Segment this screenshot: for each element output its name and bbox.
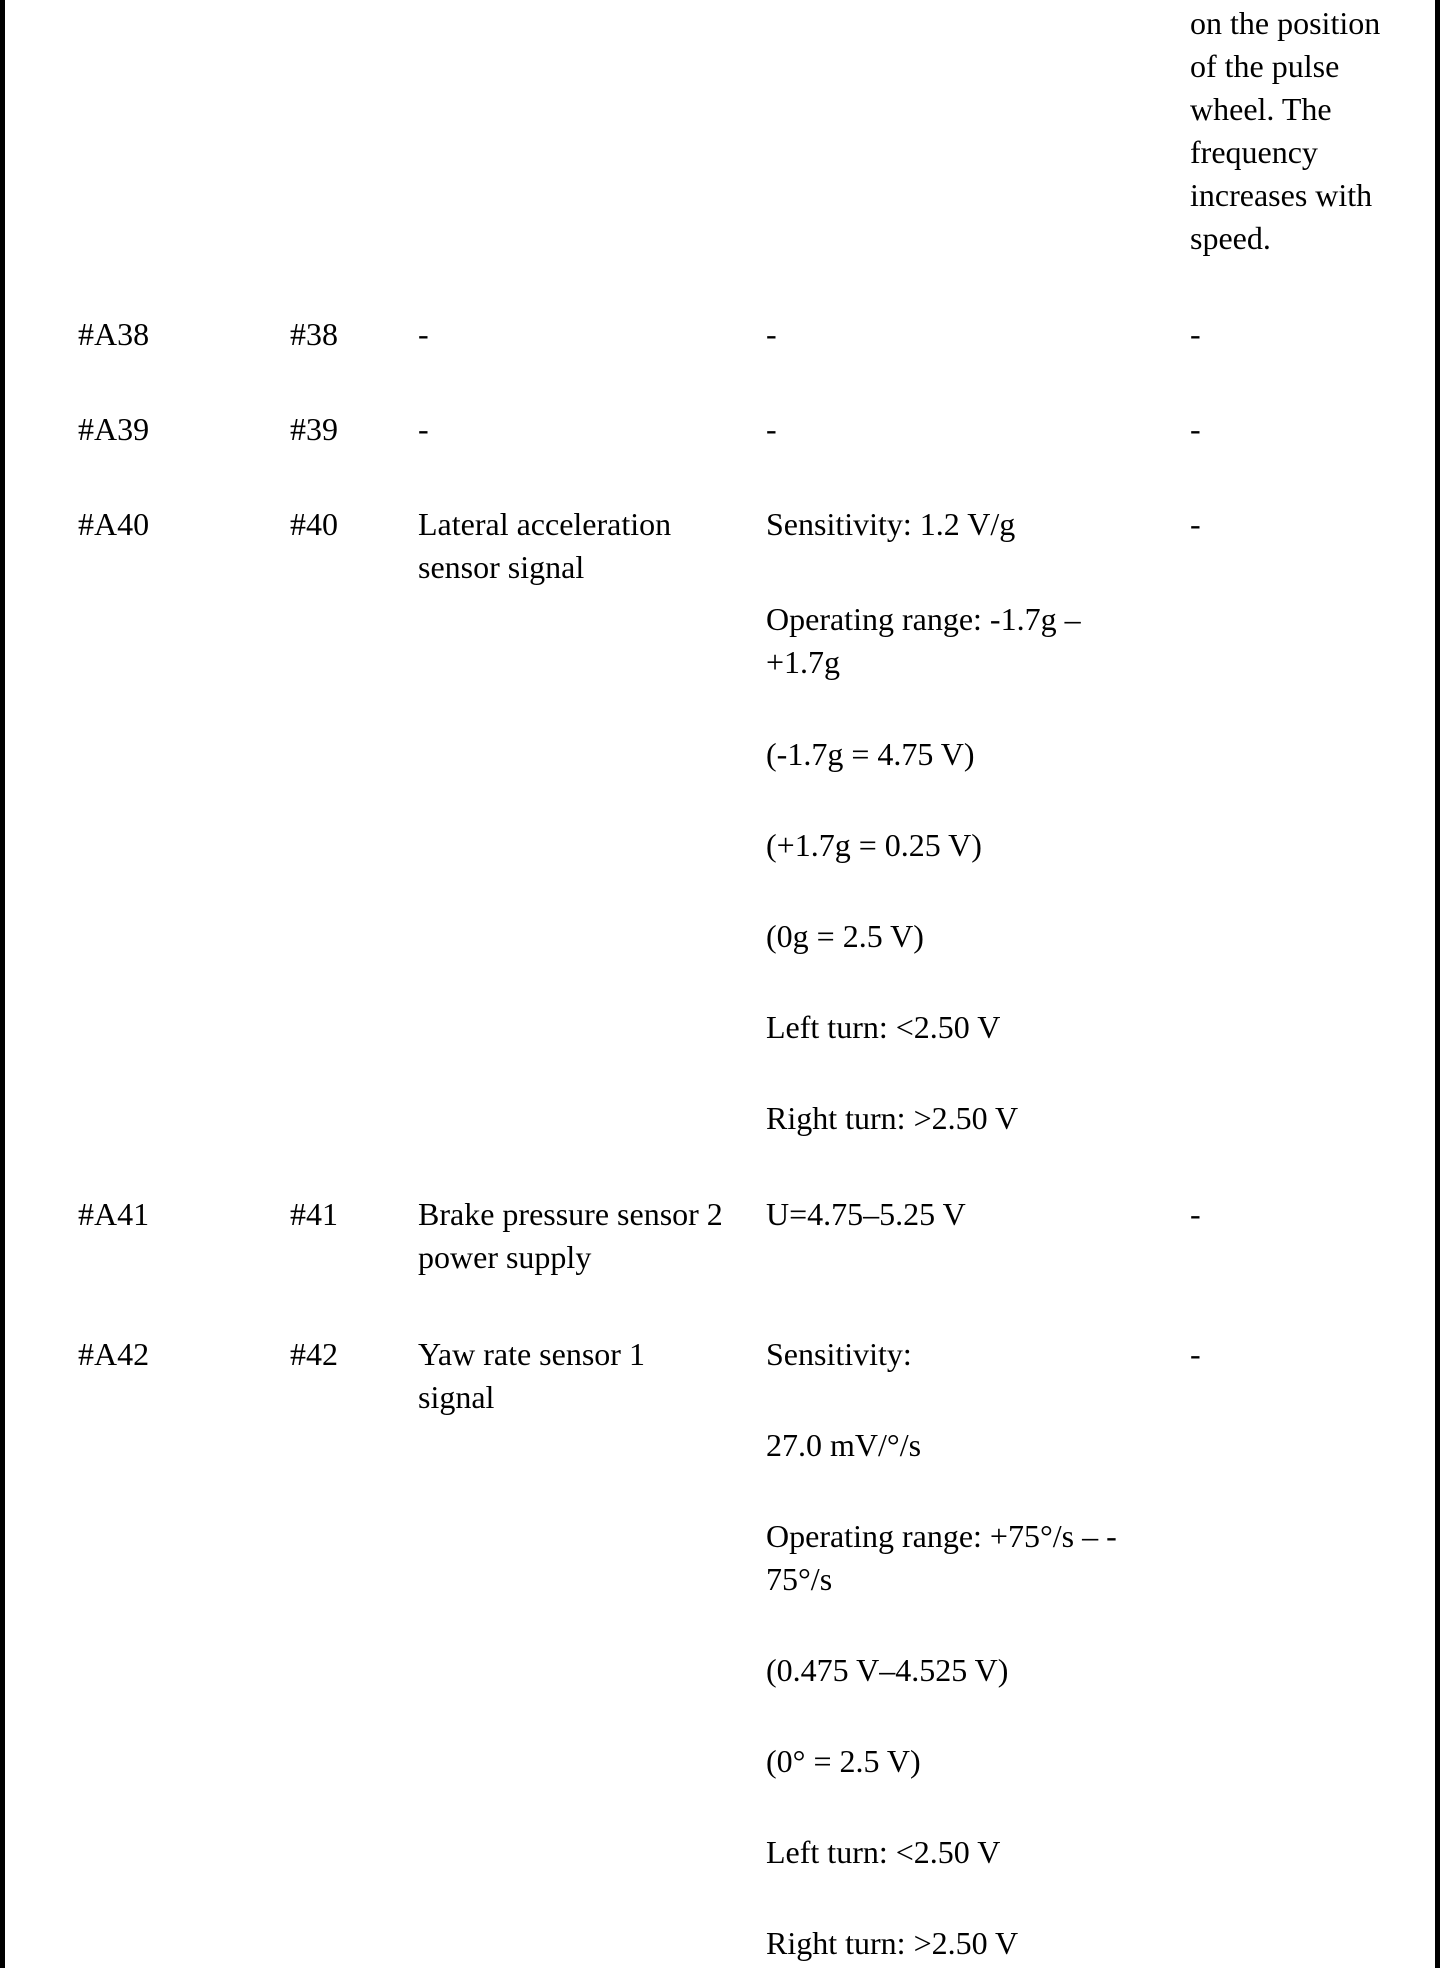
value-line: +1.7g	[766, 644, 841, 680]
value-line: (+1.7g = 0.25 V)	[766, 827, 982, 863]
continuation-line: of the pulse	[1190, 48, 1340, 84]
value-line: Right turn: >2.50 V	[766, 1925, 1019, 1961]
continuation-line: frequency	[1190, 134, 1318, 170]
description-cell: -	[418, 411, 429, 447]
pin-id: #40	[290, 506, 338, 542]
value-line: Operating range: -1.7g –	[766, 601, 1081, 637]
value-line: (0.475 V–4.525 V)	[766, 1652, 1009, 1688]
value-line: 75°/s	[766, 1561, 833, 1597]
value-line: (0g = 2.5 V)	[766, 918, 924, 954]
value-line: Operating range: +75°/s – -	[766, 1518, 1117, 1554]
table-right-border	[1435, 0, 1440, 1968]
notes-cell: -	[1190, 316, 1201, 352]
value-cell: -	[766, 316, 777, 352]
description-line: Brake pressure sensor 2	[418, 1196, 723, 1232]
connector-id: #A42	[78, 1336, 150, 1372]
description-line: Lateral acceleration	[418, 506, 672, 542]
pin-id: #38	[290, 316, 338, 352]
value-line: Sensitivity:	[766, 1336, 912, 1372]
description-line: Yaw rate sensor 1	[418, 1336, 645, 1372]
continuation-line: increases with	[1190, 177, 1373, 213]
continuation-line: on the position	[1190, 5, 1381, 41]
pin-id: #42	[290, 1336, 338, 1372]
description-line: power supply	[418, 1239, 592, 1275]
notes-cell: -	[1190, 1336, 1201, 1372]
connector-id: #A39	[78, 411, 150, 447]
notes-cell: -	[1190, 411, 1201, 447]
value-line: (0° = 2.5 V)	[766, 1743, 921, 1779]
description-cell: -	[418, 316, 429, 352]
connector-id: #A41	[78, 1196, 150, 1232]
value-cell: -	[766, 411, 777, 447]
pin-id: #41	[290, 1196, 338, 1232]
value-line: U=4.75–5.25 V	[766, 1196, 966, 1232]
value-line: Left turn: <2.50 V	[766, 1009, 1001, 1045]
notes-cell: -	[1190, 1196, 1201, 1232]
notes-cell: -	[1190, 506, 1201, 542]
table-left-border	[0, 0, 5, 1968]
value-line: Left turn: <2.50 V	[766, 1834, 1001, 1870]
value-line: Right turn: >2.50 V	[766, 1100, 1019, 1136]
connector-id: #A38	[78, 316, 150, 352]
continuation-line: speed.	[1190, 220, 1271, 256]
pin-id: #39	[290, 411, 338, 447]
value-line: Sensitivity: 1.2 V/g	[766, 506, 1016, 542]
description-line: signal	[418, 1379, 495, 1415]
continuation-line: wheel. The	[1190, 91, 1332, 127]
value-line: 27.0 mV/°/s	[766, 1427, 922, 1463]
value-line: (-1.7g = 4.75 V)	[766, 736, 975, 772]
connector-id: #A40	[78, 506, 150, 542]
description-line: sensor signal	[418, 549, 585, 585]
